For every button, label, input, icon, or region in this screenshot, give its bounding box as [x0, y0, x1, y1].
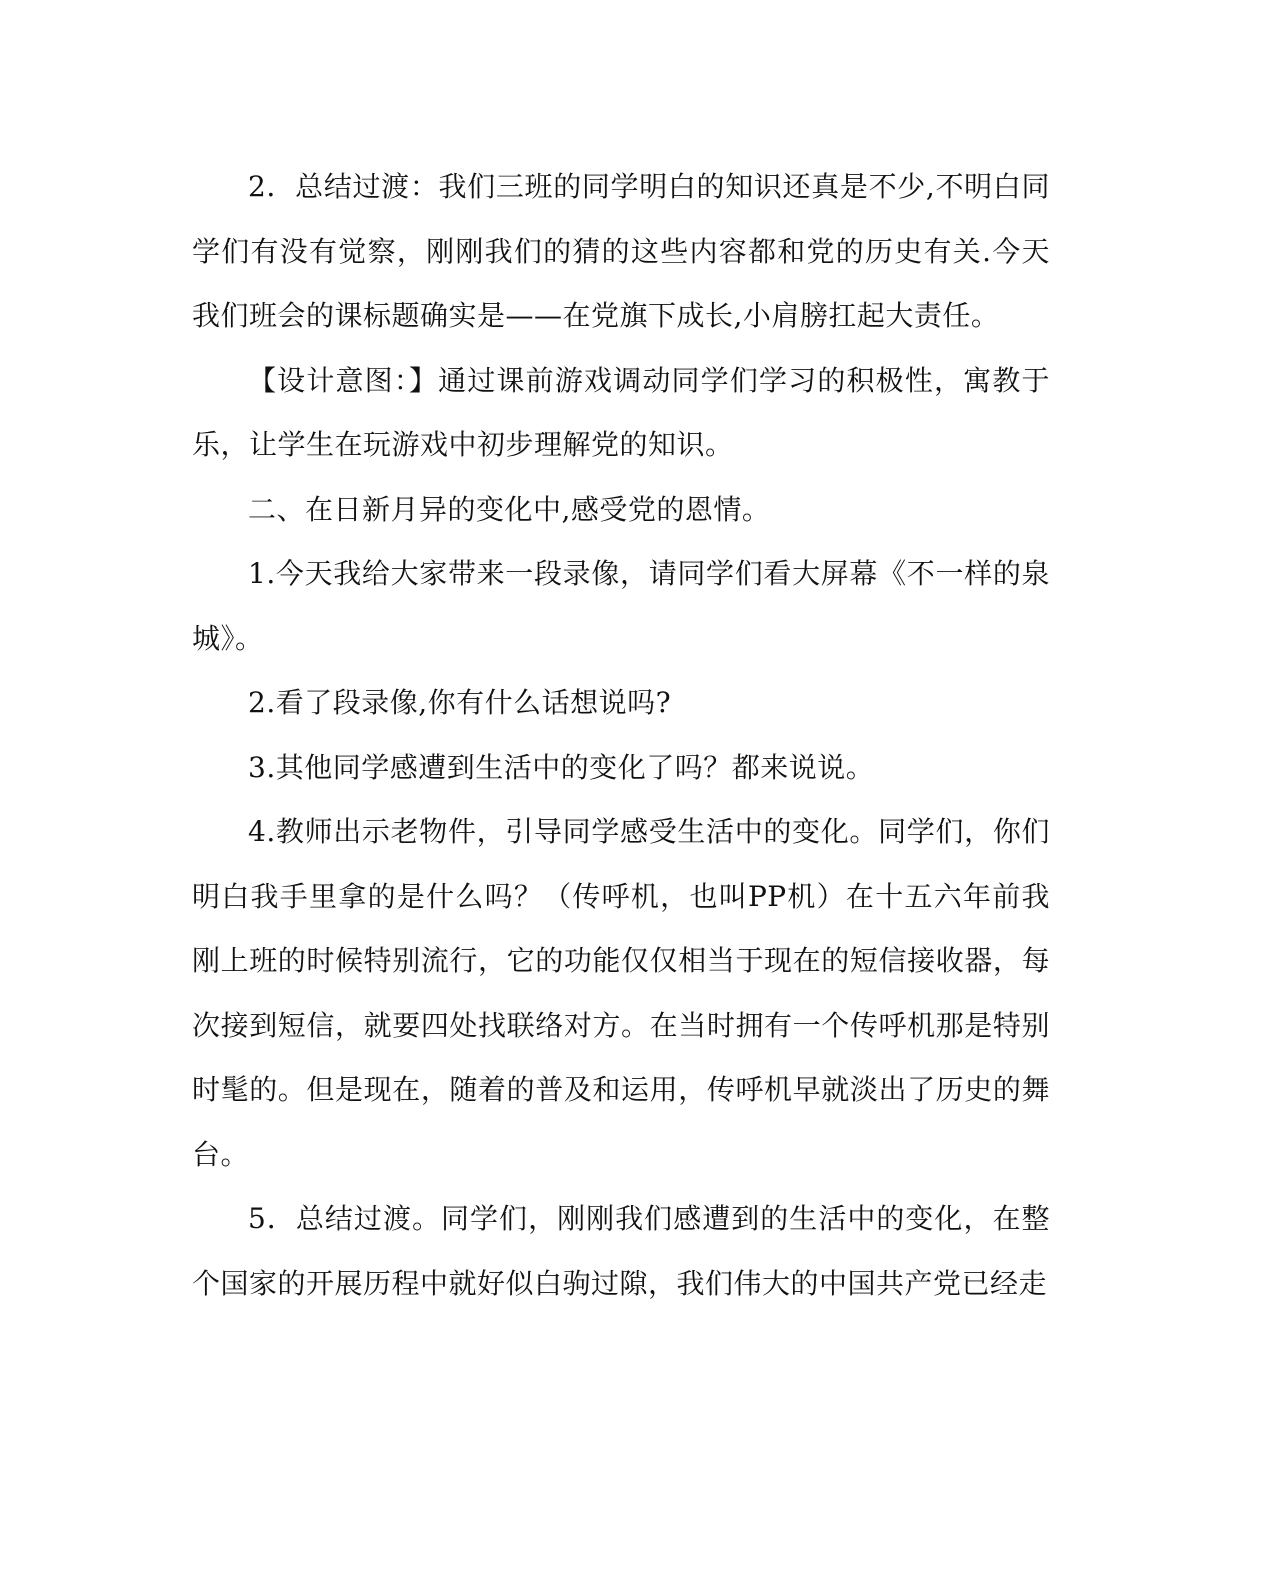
paragraph-design-intent: 【设计意图：】通过课前游戏调动同学们学习的积极性，寓教于乐，让学生在玩游戏中初步理解党的知识。 — [192, 363, 1050, 461]
paragraph-item-1: 1.今天我给大家带来一段录像，请同学们看大屏幕《不一样的泉城》。 — [192, 557, 1050, 655]
paragraph-item-5: 5．总结过渡。同学们，刚刚我们感遭到的生活中的变化，在整个国家的开展历程中就好似白驹过隙，我们伟大的中国共产党已经走 — [192, 1202, 1050, 1300]
paragraph-summary-transition: 2．总结过渡：我们三班的同学明白的知识还真是不少,不明白同学们有没有觉察，刚刚我们的猜的这些内容都和党的历史有关.今天我们班会的课标题确实是——在党旗下成长,小肩膀扛起大责任。 — [192, 170, 1050, 332]
paragraph-section-heading: 二、在日新月异的变化中,感受党的恩情。 — [248, 492, 771, 526]
paragraph-item-3: 3.其他同学感遭到生活中的变化了吗？都来说说。 — [248, 750, 875, 784]
paragraph-item-2: 2.看了段录像,你有什么话想说吗? — [248, 686, 672, 719]
document-body — [192, 155, 1050, 1316]
paragraph-item-4: 4.教师出示老物件，引导同学感受生活中的变化。同学们，你们明白我手里拿的是什么吗？（传呼机，也叫PP机）在十五六年前我刚上班的时候特别流行，它的功能仅仅相当于现在的短信接收器，每次接到短信，就要四处找联络对方。在当时拥有一个传呼机那是特别时髦的。但是现在，随着的普及和运用，传呼机早就淡出了历史的舞台。 — [192, 815, 1050, 1171]
